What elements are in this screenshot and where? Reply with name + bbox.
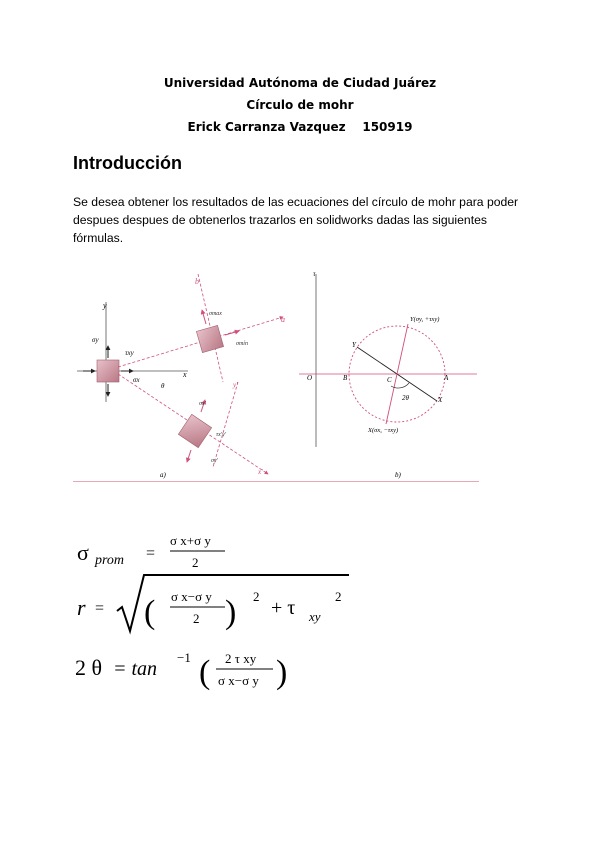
formula-sigma-prom xyxy=(77,533,225,570)
sigma-y-label: σy xyxy=(92,336,99,344)
axis-x-label: x xyxy=(183,370,187,379)
mohr-figure-svg xyxy=(73,262,479,484)
point-Y-coords: Y(σy, +τxy) xyxy=(410,316,440,323)
stress-element-diagram xyxy=(77,274,285,479)
axis-y-label: y xyxy=(103,301,107,310)
university-name: Universidad Autónoma de Ciudad Juárez xyxy=(163,76,437,90)
f2-open-paren: ( xyxy=(144,594,156,631)
f2-plus-tau: + τ xyxy=(271,597,296,619)
section-heading: Introducción xyxy=(73,153,182,173)
point-B-label: B xyxy=(343,374,348,382)
f3-inverse: −1 xyxy=(177,650,191,665)
axis-a-label: a xyxy=(281,315,285,324)
f3-tan: = tan xyxy=(113,658,158,680)
f3-numerator: 2 τ xy xyxy=(225,651,257,666)
axis-b-label: b xyxy=(195,277,199,286)
point-X-coords: X(σx, −τxy) xyxy=(368,427,399,434)
f2-square-1: 2 xyxy=(253,589,260,604)
f2-numerator: σ x−σ y xyxy=(171,589,212,604)
f1-denominator: 2 xyxy=(192,555,199,570)
formula-svg xyxy=(73,525,393,705)
axis-yprime-label: y' xyxy=(233,381,238,389)
f1-numerator: σ x+σ y xyxy=(170,533,211,548)
f1-sigma: σ xyxy=(77,540,89,565)
f3-open-paren: ( xyxy=(199,654,211,691)
f2-r: r xyxy=(77,595,86,620)
document-subject: Círculo de mohr xyxy=(246,98,354,112)
f1-prom: prom xyxy=(95,553,125,568)
rotated-element xyxy=(178,414,211,447)
principal-element xyxy=(196,325,223,352)
caption-b: b) xyxy=(395,471,401,479)
point-C-label: C xyxy=(387,376,392,384)
f2-xy: xy xyxy=(309,609,321,624)
author-line: Erick Carranza Vazquez 150919 xyxy=(187,120,413,134)
f2-close-paren: ) xyxy=(225,594,237,631)
f1-equals: = xyxy=(146,545,156,562)
f3-denominator: σ x−σ y xyxy=(218,673,259,688)
tau-axis-label: τ xyxy=(313,270,316,278)
sigma-min-label: σmín xyxy=(236,341,248,347)
formula-block xyxy=(73,525,393,705)
axis-xprime-label: x' xyxy=(258,468,263,476)
original-element xyxy=(97,360,119,382)
f2-equals: = xyxy=(95,600,105,617)
tau-xy-label: τxy xyxy=(125,349,134,357)
point-A-label: A xyxy=(444,374,449,382)
f3-close-paren: ) xyxy=(276,654,288,691)
intro-paragraph: Se desea obtener los resultados de las ecuaciones del círculo de mohr para poder despues despues de obtenerlos trazarlos en solidworks dadas las siguientes fórmulas. xyxy=(73,195,519,245)
f2-denominator: 2 xyxy=(193,611,200,626)
formula-radius xyxy=(77,575,349,631)
tau-xyprime-label: τx'y' xyxy=(216,432,227,438)
document-header xyxy=(0,72,600,138)
sigma-x-label: σx xyxy=(133,376,140,384)
sigma-xprime-label: σx' xyxy=(199,401,206,407)
point-X-label: X xyxy=(438,396,443,404)
mohr-circle-diagram xyxy=(299,270,477,479)
point-Y-label: Y xyxy=(352,341,356,349)
origin-o-label: O xyxy=(307,374,313,382)
caption-a: a) xyxy=(160,471,166,479)
sigma-yprime-label: σy' xyxy=(211,458,218,464)
mohr-figure xyxy=(73,262,479,484)
f3-lhs: 2 θ xyxy=(75,655,103,680)
figure-bottom-rule xyxy=(73,481,479,482)
formula-two-theta xyxy=(75,650,287,691)
sigma-max-label: σmax xyxy=(209,311,222,317)
theta-label: θ xyxy=(161,382,165,390)
two-theta-label: 2θ xyxy=(402,394,409,402)
f2-square-2: 2 xyxy=(335,589,342,604)
